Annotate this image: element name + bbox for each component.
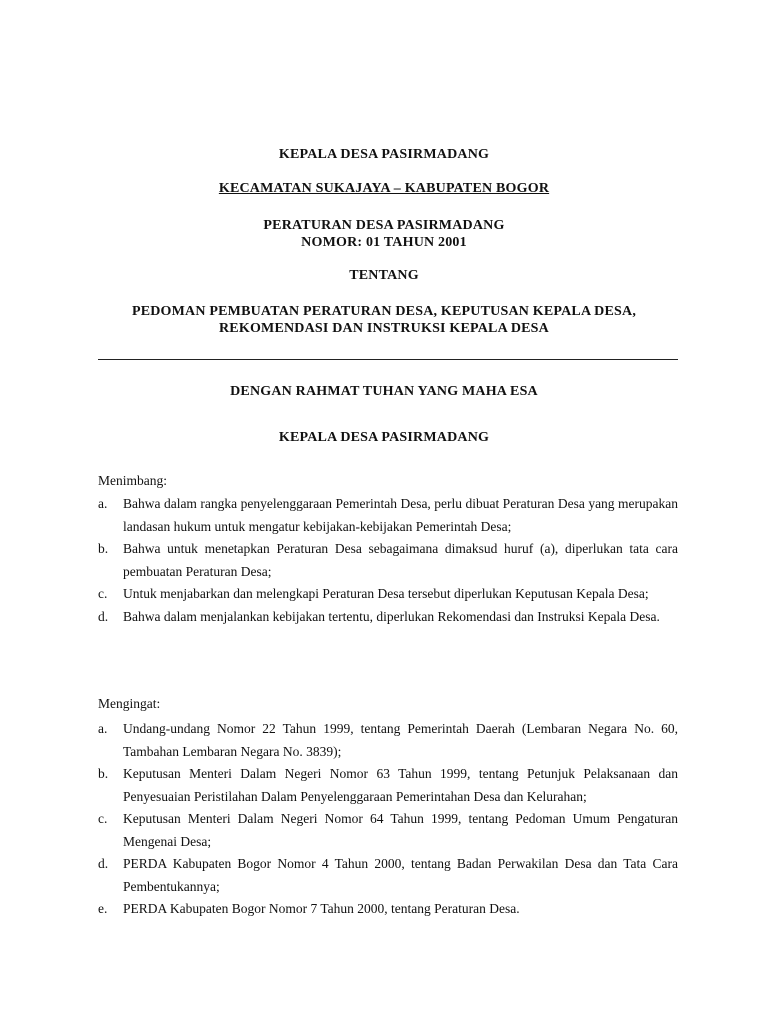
list-marker: d. xyxy=(98,856,109,871)
preamble-village-head: KEPALA DESA PASIRMADANG xyxy=(278,430,490,445)
header-village-head: KEPALA DESA PASIRMADANG xyxy=(278,147,490,162)
header-subject-line-1: PEDOMAN PEMBUATAN PERATURAN DESA, KEPUTUSAN KEPALA DESA, xyxy=(131,304,637,319)
header-district-regency: KECAMATAN SUKAJAYA – KABUPATEN BOGOR xyxy=(218,181,550,196)
list-item xyxy=(98,898,678,921)
list-item-text: Keputusan Menteri Dalam Negeri Nomor 63 Tahun 1999, tentang Petunjuk Pelaksanaan dan Penyesuaian Peristilahan Dalam Penyelenggaraan Pemerintahan Desa dan Kelurahan; xyxy=(123,766,678,804)
list-marker: a. xyxy=(98,496,108,511)
list-marker: c. xyxy=(98,811,108,826)
mengingat-label: Mengingat: xyxy=(98,696,161,711)
list-item xyxy=(98,493,678,538)
list-item-text: PERDA Kabupaten Bogor Nomor 7 Tahun 2000, tentang Peraturan Desa. xyxy=(123,901,520,916)
preamble-grace: DENGAN RAHMAT TUHAN YANG MAHA ESA xyxy=(230,384,538,399)
list-item xyxy=(98,718,678,763)
menimbang-list xyxy=(98,493,678,628)
list-item-text: Untuk menjabarkan dan melengkapi Peraturan Desa tersebut diperlukan Keputusan Kepala Desa; xyxy=(123,586,649,601)
list-item-text: Keputusan Menteri Dalam Negeri Nomor 64 Tahun 1999, tentang Pedoman Umum Pengaturan Mengenai Desa; xyxy=(123,811,678,849)
menimbang-label: Menimbang: xyxy=(98,473,167,488)
list-marker: b. xyxy=(98,766,109,781)
mengingat-list xyxy=(98,718,678,921)
horizontal-divider xyxy=(98,359,678,360)
list-item xyxy=(98,808,678,853)
list-item xyxy=(98,583,678,606)
list-item xyxy=(98,538,678,583)
list-marker: a. xyxy=(98,721,108,736)
list-item-text: PERDA Kabupaten Bogor Nomor 4 Tahun 2000, tentang Badan Perwakilan Desa dan Tata Cara Pembentukannya; xyxy=(123,856,678,894)
header-regulation-number: NOMOR: 01 TAHUN 2001 xyxy=(301,235,467,250)
list-marker: d. xyxy=(98,608,109,624)
list-marker: c. xyxy=(98,586,108,601)
list-item xyxy=(98,763,678,808)
header-regulation-title: PERATURAN DESA PASIRMADANG xyxy=(263,218,505,233)
list-marker: e. xyxy=(98,901,108,916)
header-subject-line-2: REKOMENDASI DAN INSTRUKSI KEPALA DESA xyxy=(219,321,549,336)
list-item xyxy=(98,606,678,629)
list-item xyxy=(98,853,678,898)
list-item-text: Bahwa dalam menjalankan kebijakan tertentu, diperlukan Rekomendasi dan Instruksi Kepala Desa. xyxy=(123,608,660,624)
list-item-text: Bahwa dalam rangka penyelenggaraan Pemerintah Desa, perlu dibuat Peraturan Desa yang merupakan landasan hukum untuk mengatur kebijakan-kebijakan Pemerintah Desa; xyxy=(123,496,678,534)
header-about: TENTANG xyxy=(349,268,419,283)
list-marker: b. xyxy=(98,541,109,556)
list-item-text: Undang-undang Nomor 22 Tahun 1999, tentang Pemerintah Daerah (Lembaran Negara No. 60, Tambahan Lembaran Negara No. 3839); xyxy=(123,721,678,759)
list-item-text: Bahwa untuk menetapkan Peraturan Desa sebagaimana dimaksud huruf (a), diperlukan tata cara pembuatan Peraturan Desa; xyxy=(123,541,678,579)
